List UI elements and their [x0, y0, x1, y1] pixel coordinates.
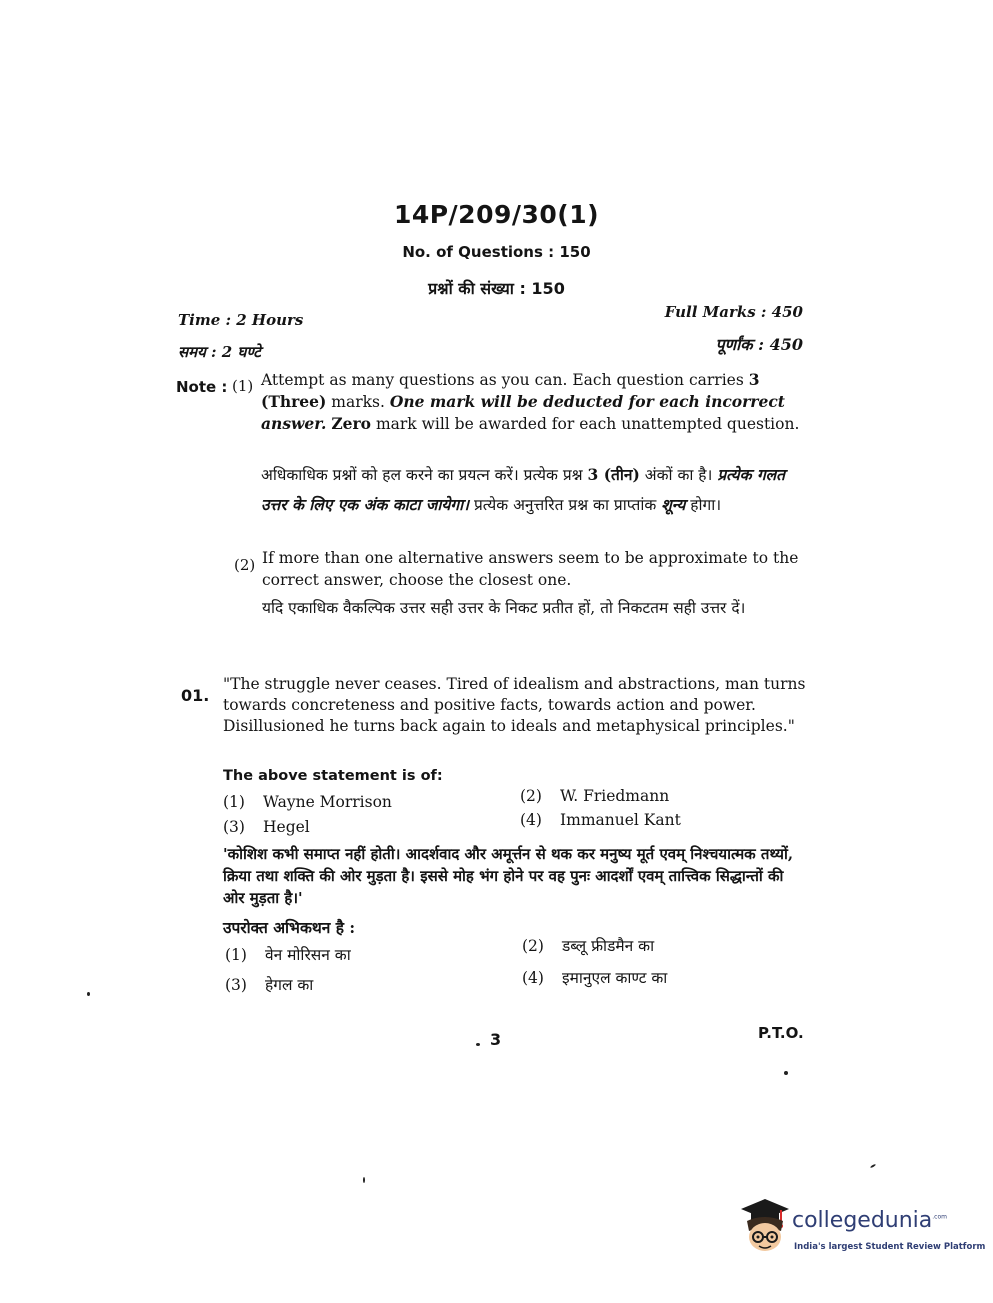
scan-speck: [363, 1177, 365, 1183]
watermark-tagline: India's largest Student Review Platform: [794, 1242, 986, 1252]
scan-speck: [870, 1164, 876, 1169]
option-text: W. Friedmann: [560, 787, 670, 805]
watermark-brand-text: collegedunia: [792, 1208, 933, 1233]
note-2-number: (2): [234, 556, 256, 574]
question-text-hi: 'कोशिश कभी समाप्त नहीं होती। आदर्शवाद और अमूर्त्तन से थक कर मनुष्य मूर्त एवम् निश्चयात्मक तथ्यों, क्रिया तथा शक्ति की ओर मुड़ता है। इससे मोह भंग होने पर वह पुनः आदर्शों एवम् तात्त्विक सिद्धान्तों की ओर मुड़ता है।': [223, 845, 794, 907]
note-2-hindi: यदि एकाधिक वैकल्पिक उत्तर सही उत्तर के निकट प्रतीत हों, तो निकटतम सही उत्तर दें।: [262, 599, 746, 617]
time-hi: समय : 2 घण्टे: [178, 343, 261, 361]
note-1-en-d: One mark will be deducted for each incorrect answer.: [261, 392, 785, 433]
note-1-number: (1): [232, 377, 254, 395]
note-1-en-f: Zero: [331, 414, 372, 433]
note-1-hi-g: होगा।: [685, 496, 722, 514]
option-text: Wayne Morrison: [263, 793, 392, 811]
note-1-en-c: marks.: [326, 393, 390, 411]
option-hi-3: [225, 973, 313, 995]
time-en: Time : 2 Hours: [178, 311, 304, 329]
option-en-3: [223, 818, 310, 836]
note-1-hi-f: शून्य: [661, 495, 686, 514]
question-number: 01.: [181, 686, 210, 705]
option-number: (1): [225, 946, 247, 964]
note-1-english: [261, 369, 807, 435]
option-hi-2: [522, 934, 654, 956]
watermark-brand-suffix: .com: [932, 1213, 947, 1221]
option-text: इमानुएल काण्ट का: [562, 969, 668, 987]
full-marks-en: Full Marks : 450: [664, 303, 803, 321]
note-1-hi-b: 3 (तीन): [587, 465, 640, 484]
question-prompt-hi: उपरोक्त अभिकथन है :: [223, 918, 356, 937]
option-text: Hegel: [263, 818, 310, 836]
note-2-english: If more than one alternative answers seem to be approximate to the correct answer, choose the closest one.: [262, 549, 799, 589]
collegedunia-logo-icon: [735, 1195, 791, 1253]
page-number: 3: [490, 1030, 502, 1049]
paper-code: 14P/209/30(1): [393, 200, 600, 229]
watermark-brand: [792, 1208, 947, 1233]
option-hi-1: [225, 943, 351, 965]
option-text: Immanuel Kant: [560, 811, 681, 829]
question-text-en: "The struggle never ceases. Tired of idealism and abstractions, man turns towards concreteness and positive facts, towards action and power. Disillusioned he turns back again to ideals and metaphysical principles.": [223, 675, 806, 735]
option-text: डब्लू फ्रीडमैन का: [562, 937, 655, 955]
note-1-hindi: [261, 460, 807, 520]
scan-speck: [476, 1043, 480, 1046]
option-en-1: [223, 793, 392, 811]
note-1-hi-a: अधिकाधिक प्रश्नों को हल करने का प्रयत्न करें। प्रत्येक प्रश्न: [261, 466, 588, 484]
scan-speck: [784, 1071, 788, 1075]
note-1-hi-d: प्रत्येक गलत उत्तर के लिए एक अंक काटा जायेगा।: [261, 465, 786, 514]
pto-label: P.T.O.: [758, 1024, 804, 1042]
option-en-2: [520, 787, 669, 805]
option-text: हेगल का: [265, 976, 314, 994]
note-label: Note :: [176, 378, 228, 396]
note-1-en-a: Attempt as many questions as you can. Each question carries: [261, 371, 749, 389]
option-hi-4: [522, 966, 667, 988]
option-number: (3): [225, 976, 247, 994]
option-number: (1): [223, 793, 245, 811]
option-number: (4): [522, 969, 544, 987]
option-en-4: [520, 811, 681, 829]
full-marks-hi: पूर्णांक : 450: [715, 335, 803, 354]
option-number: (2): [522, 937, 544, 955]
option-number: (4): [520, 811, 542, 829]
num-questions-en: No. of Questions : 150: [402, 243, 591, 261]
question-prompt-en: The above statement is of:: [223, 768, 443, 784]
note-1-hi-e: प्रत्येक अनुत्तरित प्रश्न का प्राप्तांक: [469, 496, 662, 514]
option-number: (2): [520, 787, 542, 805]
note-1-hi-c: अंकों का है।: [639, 466, 718, 484]
scan-speck: [87, 992, 90, 996]
note-1-en-b: 3 (Three): [261, 370, 760, 411]
option-number: (3): [223, 818, 245, 836]
num-questions-hi: प्रश्नों की संख्या : 150: [428, 279, 565, 298]
option-text: वेन मोरिसन का: [265, 946, 351, 964]
note-1-en-g: mark will be awarded for each unattempted question.: [371, 415, 800, 433]
